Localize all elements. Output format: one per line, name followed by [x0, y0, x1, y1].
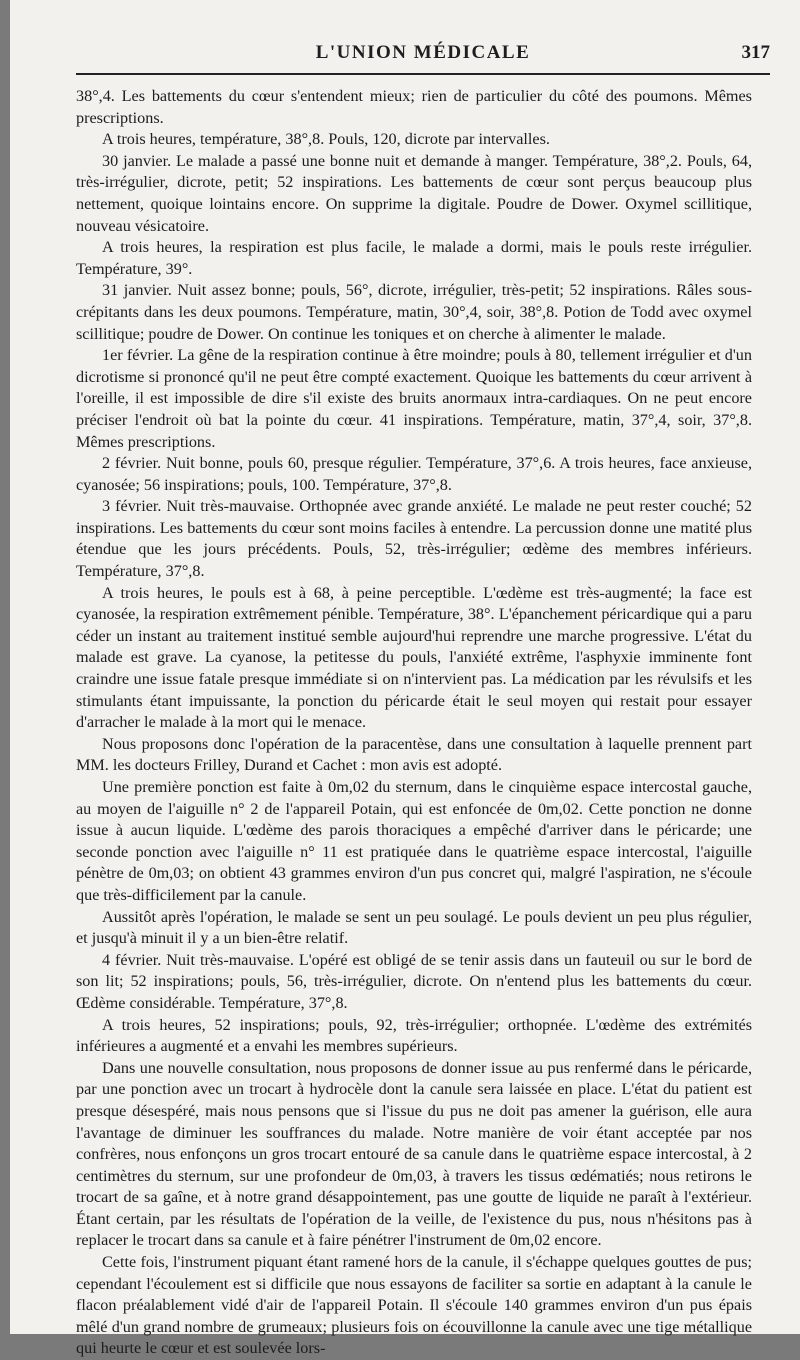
paragraph: A trois heures, la respiration est plus facile, le malade a dormi, mais le pouls reste irrégulier. Température, 39°.: [76, 238, 752, 278]
paragraph: A trois heures, température, 38°,8. Pouls, 120, dicrote par intervalles.: [102, 130, 550, 149]
paragraph: 30 janvier. Le malade a passé une bonne nuit et demande à manger. Température, 38°,2. Pouls, 64, très-irrégulier, dicrote, petit; 52 inspirations. Les battements de cœur sont perçus beaucoup plus nettement, quoique lointains encore. On supprime la digitale. Poudre de Dower. Oxymel scillitique, nouveau vésicatoire.: [76, 151, 752, 235]
paragraph: A trois heures, 52 inspirations; pouls, 92, très-irrégulier; orthopnée. L'œdème des extrémités inférieures a augmenté et a envahi les membres supérieurs.: [76, 1015, 752, 1056]
page-number: 317: [741, 42, 770, 63]
paragraph: A trois heures, le pouls est à 68, à peine perceptible. L'œdème est très-augmenté; la face est cyanosée, la respiration extrêmement pénible. Température, 38°. L'épanchement péricardique qui a paru céder un instant au traitement institué semble aujourd'hui reprendre une marche progressive. L'état du malade est grave. La cyanose, la petitesse du pouls, l'anxiété extrême, l'asphyxie imminente font craindre une issue fatale presque immédiate si on n'intervient pas. La médication par les révulsifs et les stimulants étant impuissante, la ponction du péricarde était le seul moyen qui restait pour essayer d'arracher le malade à la mort qui le menace.: [76, 583, 752, 732]
paragraph: 38°,4. Les battements du cœur s'entendent mieux; rien de particulier du côté des poumons. Mêmes prescriptions.: [76, 87, 752, 127]
journal-title: L'UNION MÉDICALE: [315, 42, 531, 63]
paragraph: 2 février. Nuit bonne, pouls 60, presque régulier. Température, 37°,6. A trois heures, face anxieuse, cyanosée; 56 inspirations; pouls, 100. Température, 37°,8.: [76, 454, 752, 494]
paragraph: 1er février. La gêne de la respiration continue à être moindre; pouls à 80, tellement irrégulier et d'un dicrotisme si prononcé qu'il ne peut être compté exactement. Quoique les battements du cœur arrivent à l'oreille, il est impossible de dire s'il existe des bruits anormaux intra-cardiaques. On ne peut encore préciser l'endroit où bat la pointe du cœur. 41 inspirations. Température, matin, 37°,4, soir, 37°,8. Mêmes prescriptions.: [76, 346, 752, 451]
paragraph: 31 janvier. Nuit assez bonne; pouls, 56°, dicrote, irrégulier, très-petit; 52 inspirations. Râles sous-crépitants dans les deux poumons. Température, matin, 30°,4, soir, 38°,8. Potion de Todd avec oxymel scillitique; poudre de Dower. On continue les toniques et on cherche à alimenter le malade.: [76, 281, 752, 343]
paragraph: Nous proposons donc l'opération de la paracentèse, dans une consultation à laquelle prennent part MM. les docteurs Frilley, Durand et Cachet : mon avis est adopté.: [76, 734, 752, 775]
paragraph: 3 février. Nuit très-mauvaise. Orthopnée avec grande anxiété. Le malade ne peut rester couché; 52 inspirations. Les battements du cœur sont moins faciles à entendre. La percussion donne une matité plus étendue que les jours précédents. Pouls, 52, très-irrégulier; œdème des membres inférieurs. Température, 37°,8.: [76, 497, 752, 581]
paragraph: Cette fois, l'instrument piquant étant ramené hors de la canule, il s'échappe quelques gouttes de pus; cependant l'écoulement est si difficile que nous essayons de faciliter sa sortie en adaptant à la canule le flacon préalablement vidé d'air de l'appareil Potain. Il s'écoule 140 grammes environ d'un pus épais mêlé d'un grand nombre de grumeaux; plusieurs fois on écouvillonne la canule avec une tige métallique qui heurte le cœur et est soulevée lors-: [76, 1253, 752, 1358]
paragraph: Dans une nouvelle consultation, nous proposons de donner issue au pus renfermé dans le péricarde, par une ponction avec un trocart à hydrocèle dont la canule sera laissée en place. L'état du patient est presque désespéré, mais nous pensons que si l'issue du pus ne doit pas amener la guérison, elle aura l'avantage de diminuer les souffrances du malade. Notre manière de voir étant acceptée par nos confrères, nous enfonçons un gros trocart entouré de sa canule dans le quatrième espace intercostal, à 2 centimètres du sternum, sur une profondeur de 0m,03, à travers les tissus œdématiés; nous retirons le trocart de sa gaîne, et à notre grand désappointement, pas une goutte de liquide ne paraît à l'extérieur. Étant certain, par les résultats de l'opération de la veille, de l'existence du pus, nous n'hésitons pas à replacer le trocart dans sa canule et à faire pénétrer l'instrument de 0m,02 encore.: [76, 1058, 752, 1250]
paragraph: Une première ponction est faite à 0m,02 du sternum, dans le cinquième espace intercostal gauche, au moyen de l'aiguille n° 2 de l'appareil Potain, qui est enfoncée de 0m,02. Cette ponction ne donne issue à aucun liquide. L'œdème des parois thoraciques a empêché d'arriver dans le péricarde; une seconde ponction avec l'aiguille n° 11 est pratiquée dans le quatrième espace intercostal, l'aiguille pénètre de 0m,03; on obtient 43 grammes environ d'un pus concret qui, malgré l'aspiration, ne s'écoule que très-difficilement par la canule.: [76, 778, 752, 904]
article-body: [76, 86, 752, 1360]
book-page: [10, 0, 800, 1358]
paragraph: 4 février. Nuit très-mauvaise. L'opéré est obligé de se tenir assis dans un fauteuil ou sur le bord de son lit; 52 inspirations; pouls, 56, très-irrégulier, dicrote. On n'entend plus les battements du cœur. Œdème considérable. Température, 37°,8.: [76, 950, 752, 1012]
running-head: [76, 42, 770, 68]
header-rule: [76, 73, 770, 75]
paragraph: Aussitôt après l'opération, le malade se sent un peu soulagé. Le pouls devient un peu plus régulier, et jusqu'à minuit il y a un bien-être relatif.: [76, 907, 752, 948]
